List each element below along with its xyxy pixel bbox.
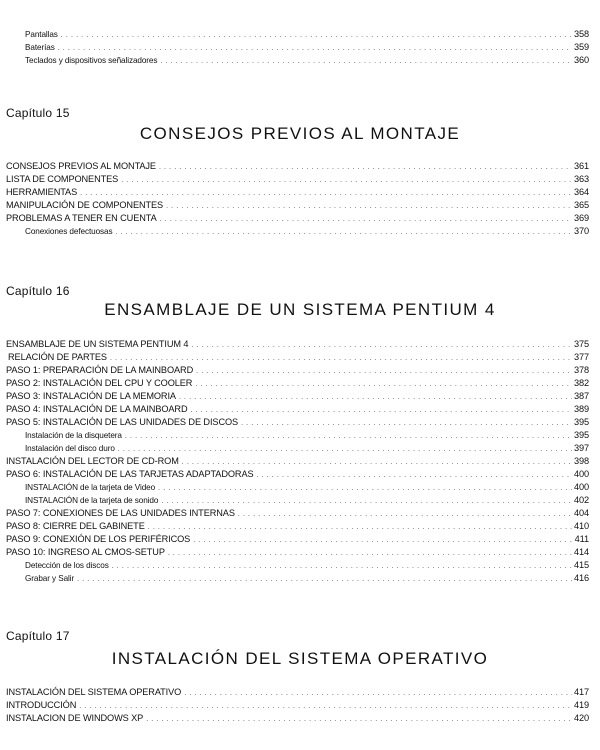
toc-entry <box>0 468 600 481</box>
toc-entry-title: PASO 3: INSTALACIÓN DE LA MEMORIA <box>6 391 176 401</box>
toc-entry-page: 414 <box>573 547 589 557</box>
toc-entry <box>0 507 600 520</box>
toc-entry-page: 400 <box>573 469 589 479</box>
toc-entry-page: 363 <box>573 174 589 184</box>
toc-entry-page: 420 <box>573 713 589 723</box>
toc-entry-page: 410 <box>573 521 589 531</box>
dot-leader <box>160 55 572 68</box>
toc-entry <box>0 429 600 442</box>
toc-entry-page: 378 <box>573 365 589 375</box>
toc-entry <box>0 559 600 572</box>
chapter-label: Capítulo 17 <box>6 629 70 643</box>
toc-entry-page: 359 <box>573 42 589 52</box>
toc-entry <box>0 572 600 585</box>
toc-entry-page: 397 <box>573 443 589 453</box>
toc-entry <box>0 186 600 199</box>
toc-entry <box>0 199 600 212</box>
toc-entry <box>0 377 600 390</box>
toc-entry <box>0 173 600 186</box>
toc-entry <box>0 338 600 351</box>
toc-entry-title: Instalación de la disquetera <box>25 431 122 440</box>
toc-entry-title: Teclados y dispositivos señalizadores <box>25 56 158 65</box>
toc-entry-title: MANIPULACIÓN DE COMPONENTES <box>6 200 164 210</box>
toc-entry <box>0 455 600 468</box>
toc-top-entries <box>0 28 600 67</box>
toc-entry-page: 395 <box>573 417 589 427</box>
toc-entry-title: CONSEJOS PREVIOS AL MONTAJE <box>6 161 156 171</box>
toc-entry-page: 375 <box>573 339 589 349</box>
toc-entry <box>0 712 600 725</box>
toc-entry-title: INSTALACIÓN DEL SISTEMA OPERATIVO <box>6 687 182 697</box>
toc-entry-title: PASO 2: INSTALACIÓN DEL CPU Y COOLER <box>6 378 193 388</box>
toc-entry-page: 416 <box>573 573 589 583</box>
toc-entry-title: INTRODUCCIÓN <box>6 700 77 710</box>
toc-entry-title: PASO 8: CIERRE DEL GABINETE <box>6 521 145 531</box>
toc-entry-title: INSTALACIÓN de la tarjeta de Video <box>25 483 156 492</box>
toc-entry-title: Grabar y Salir <box>25 574 75 583</box>
toc-entry-title: LISTA DE COMPONENTES <box>6 174 119 184</box>
chapter-title: INSTALACIÓN DEL SISTEMA OPERATIVO <box>111 649 489 668</box>
toc-entry-title: PASO 5: INSTALACIÓN DE LAS UNIDADES DE DISCOS <box>6 417 239 427</box>
chapter-entries <box>0 686 600 725</box>
toc-entry-title: Conexiones defectuosas <box>25 227 113 236</box>
toc-entry-page: 358 <box>573 29 589 39</box>
chapter-label: Capítulo 16 <box>6 284 70 298</box>
toc-entry-page: 398 <box>573 456 589 466</box>
toc-entry-title: PASO 6: INSTALACIÓN DE LAS TARJETAS ADAPTADORAS <box>6 469 254 479</box>
toc-entry <box>0 442 600 455</box>
toc-entry-page: 400 <box>573 482 589 492</box>
toc-entry-page: 402 <box>573 495 589 505</box>
toc-entry-page: 369 <box>573 213 589 223</box>
toc-entry <box>0 546 600 559</box>
toc-entry <box>0 494 600 507</box>
toc-entry-page: 364 <box>573 187 589 197</box>
toc-entry <box>0 403 600 416</box>
toc-entry-title: RELACIÓN DE PARTES <box>8 352 107 362</box>
toc-entry <box>0 533 600 546</box>
toc-entry <box>0 699 600 712</box>
toc-entry-page: 389 <box>573 404 589 414</box>
chapter-label: Capítulo 15 <box>6 106 70 120</box>
toc-entry-title: INSTALACIÓN DEL LECTOR DE CD-ROM <box>6 456 179 466</box>
toc-entry <box>0 390 600 403</box>
chapter-entries <box>0 160 600 238</box>
toc-entry-page: 395 <box>573 430 589 440</box>
toc-entry-page: 365 <box>573 200 589 210</box>
toc-entry <box>0 364 600 377</box>
toc-entry-page: 415 <box>573 560 589 570</box>
toc-entry-title: Detección de los discos <box>25 561 109 570</box>
toc-entry <box>0 520 600 533</box>
toc-entry-page: 404 <box>573 508 589 518</box>
toc-entry-page: 411 <box>574 534 589 544</box>
toc-entry-page: 417 <box>573 687 589 697</box>
toc-entry-title: Pantallas <box>25 30 58 39</box>
toc-entry <box>0 54 600 67</box>
dot-leader <box>146 713 572 726</box>
toc-entry-page: 360 <box>573 55 589 65</box>
toc-entry <box>0 481 600 494</box>
toc-entry-page: 377 <box>573 352 589 362</box>
chapter-title: CONSEJOS PREVIOS AL MONTAJE <box>139 124 461 143</box>
toc-entry-title: PASO 7: CONEXIONES DE LAS UNIDADES INTERNAS <box>6 508 235 518</box>
toc-entry-title: PASO 1: PREPARACIÓN DE LA MAINBOARD <box>6 365 194 375</box>
chapter-entries <box>0 338 600 585</box>
toc-entry-page: 382 <box>573 378 589 388</box>
toc-entry-title: PROBLEMAS A TENER EN CUENTA <box>6 213 157 223</box>
toc-entry-page: 361 <box>573 161 589 171</box>
toc-entry <box>0 160 600 173</box>
dot-leader <box>115 226 572 239</box>
toc-entry <box>0 41 600 54</box>
toc-entry <box>0 225 600 238</box>
dot-leader <box>77 573 572 586</box>
toc-entry <box>0 28 600 41</box>
toc-entry-title: Baterías <box>25 43 55 52</box>
toc-entry-title: ENSAMBLAJE DE UN SISTEMA PENTIUM 4 <box>6 339 189 349</box>
toc-entry <box>0 686 600 699</box>
toc-entry-title: INSTALACION DE WINDOWS XP <box>6 713 144 723</box>
toc-entry-title: Instalación del disco duro <box>25 444 115 453</box>
toc-entry-page: 419 <box>573 700 589 710</box>
toc-entry-title: HERRAMIENTAS <box>6 187 78 197</box>
toc-entry-title: PASO 10: INGRESO AL CMOS-SETUP <box>6 547 165 557</box>
toc-entry-title: INSTALACIÓN de la tarjeta de sonido <box>25 496 159 505</box>
toc-entry <box>0 351 600 364</box>
toc-entry-title: PASO 4: INSTALACIÓN DE LA MAINBOARD <box>6 404 188 414</box>
toc-entry <box>0 416 600 429</box>
toc-entry <box>0 212 600 225</box>
toc-entry-page: 370 <box>573 226 589 236</box>
toc-entry-title: PASO 9: CONEXIÓN DE LOS PERIFÉRICOS <box>6 534 191 544</box>
toc-entry-page: 387 <box>573 391 589 401</box>
chapter-title: ENSAMBLAJE DE UN SISTEMA PENTIUM 4 <box>104 300 496 319</box>
